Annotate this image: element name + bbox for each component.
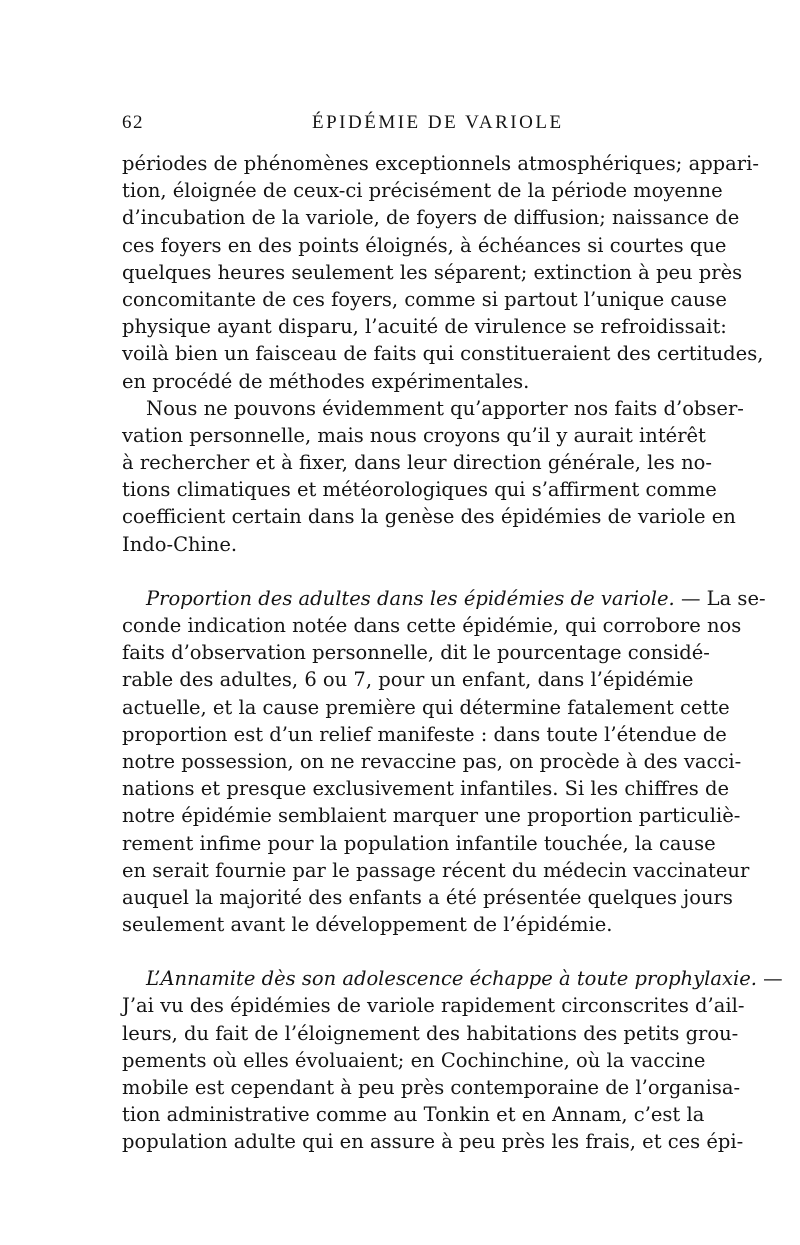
text-line: voilà bien un faisceau de faits qui constitueraient des certitudes, xyxy=(122,342,764,366)
text-line: leurs, du fait de l’éloignement des habitations des petits grou- xyxy=(122,1021,739,1045)
text-line: ces foyers en des points éloignés, à échéances si courtes que xyxy=(122,233,727,257)
text-line: vation personnelle, mais nous croyons qu’il y aurait intérêt xyxy=(122,423,706,447)
text-line: notre épidémie semblaient marquer une proportion particuliè- xyxy=(122,804,741,828)
text-line: Indo-Chine. xyxy=(122,532,238,556)
text-line: pements où elles évoluaient; en Cochinchine, où la vaccine xyxy=(122,1048,706,1072)
page-number: 62 xyxy=(122,112,144,133)
section-heading-line xyxy=(122,965,783,992)
text-line: coefficient certain dans la genèse des épidémies de variole en xyxy=(122,505,736,529)
heading-dash: — xyxy=(756,967,783,991)
body-text xyxy=(122,150,783,1156)
text-line: physique ayant disparu, l’acuité de virulence se refroidissait: xyxy=(122,315,727,339)
text-line: à rechercher et à fixer, dans leur direction générale, les no- xyxy=(122,451,712,475)
text-line: faits d’observation personnelle, dit le pourcentage considé- xyxy=(122,641,710,665)
section-heading-annamite: L’Annamite dès son adolescence échappe à toute prophylaxie. xyxy=(146,967,757,991)
text-line: conde indication notée dans cette épidémie, qui corrobore nos xyxy=(122,614,742,637)
text-line: tions climatiques et météorologiques qui s’affirment comme xyxy=(122,478,717,502)
running-head xyxy=(122,112,680,138)
text-line: Nous ne pouvons évidemment qu’apporter nos faits d’obser- xyxy=(146,396,744,420)
text-line: rable des adultes, 6 ou 7, pour un enfant, dans l’épidémie xyxy=(122,668,694,692)
text-line: proportion est d’un relief manifeste : dans toute l’étendue de xyxy=(122,722,727,746)
text-line: quelques heures seulement les séparent; extinction à peu près xyxy=(122,260,743,284)
text-line: seulement avant le développement de l’épidémie. xyxy=(122,913,613,937)
text-line: périodes de phénomènes exceptionnels atmosphériques; appari- xyxy=(122,152,759,175)
heading-dash: — La se- xyxy=(674,586,766,610)
text-line: population adulte qui en assure à peu près les frais, et ces épi- xyxy=(122,1130,744,1154)
text-line: tion administrative comme au Tonkin et en Annam, c’est la xyxy=(122,1103,705,1127)
text-line: tion, éloignée de ceux-ci précisément de la période moyenne xyxy=(122,179,723,203)
running-title: ÉPIDÉMIE DE VARIOLE xyxy=(312,112,564,133)
text-line: en serait fournie par le passage récent du médecin vaccinateur xyxy=(122,858,750,882)
text-line: notre possession, on ne revaccine pas, on procède à des vacci- xyxy=(122,749,742,773)
text-line: auquel la majorité des enfants a été présentée quelques jours xyxy=(122,885,733,909)
text-line: J’ai vu des épidémies de variole rapidement circonscrites d’ail- xyxy=(122,994,745,1018)
text-line: en procédé de méthodes expérimentales. xyxy=(122,369,530,393)
text-line: actuelle, et la cause première qui détermine fatalement cette xyxy=(122,695,730,719)
section-heading-proportion: Proportion des adultes dans les épidémies de variole. xyxy=(146,586,675,610)
text-line: rement infime pour la population infantile touchée, la cause xyxy=(122,831,716,855)
text-line: nations et presque exclusivement infantiles. Si les chiffres de xyxy=(122,777,730,801)
text-line: concomitante de ces foyers, comme si partout l’unique cause xyxy=(122,287,727,311)
section-gap xyxy=(122,558,682,585)
section-gap xyxy=(122,938,682,965)
text-line: mobile est cependant à peu près contemporaine de l’organisa- xyxy=(122,1076,741,1099)
text-line: d’incubation de la variole, de foyers de diffusion; naissance de xyxy=(122,206,740,230)
section-heading-line xyxy=(122,585,766,612)
